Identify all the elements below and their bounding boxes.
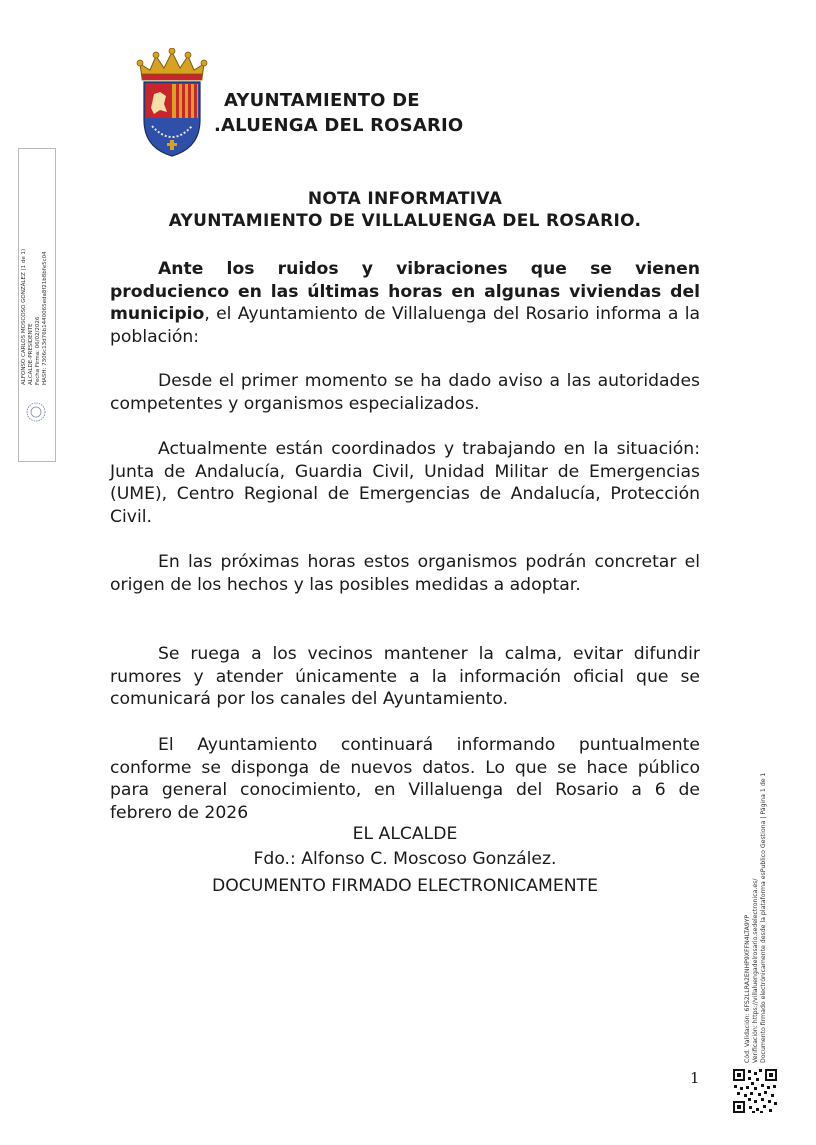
stamp-line-date: Fecha Firma: 06/02/2026 bbox=[35, 316, 41, 385]
title-line2: AYUNTAMIENTO DE VILLALUENGA DEL ROSARIO. bbox=[168, 211, 642, 231]
signature-role: EL ALCALDE bbox=[352, 824, 458, 844]
seal-icon bbox=[25, 401, 47, 423]
paragraph-closing bbox=[110, 734, 700, 824]
paragraph-closing-text: El Ayuntamiento continuará informando puntualmente conforme se disponga de nuevos datos. Lo que se hace público para general conocimiento, en Villaluenga del Rosario a 6 de febrero de 2026 bbox=[110, 735, 700, 823]
coat-of-arms-logo bbox=[136, 48, 208, 160]
header-org-name bbox=[214, 88, 463, 138]
validation-stamp-text bbox=[744, 718, 768, 1063]
validation-stamp bbox=[744, 718, 784, 1063]
validation-note: Documento firmado electrónicamente desde la plataforma esPublico Gestiona | Página 1 de 1 bbox=[760, 772, 767, 1063]
signature-stamp-text bbox=[21, 153, 51, 385]
signature-name: Fdo.: Alfonso C. Moscoso González. bbox=[253, 849, 557, 869]
title-line1: NOTA INFORMATIVA bbox=[307, 189, 503, 209]
qr-code-icon[interactable] bbox=[732, 1068, 778, 1114]
stamp-line-signer: ALFONSO CARLOS MOSCOSO GONZÁLEZ (1 de 1) bbox=[21, 248, 27, 385]
stamp-line-role: ALCALDE-PRESIDENTE bbox=[28, 323, 34, 385]
paragraph-coordination-text: Actualmente están coordinados y trabajando en la situación: Junta de Andalucía, Guardia Civil, Unidad Militar de Emergencias (UME), Centro Regional de Emergencias de Andalucía, Protección Civil. bbox=[110, 439, 700, 527]
paragraph-intro-rest: , el Ayuntamiento de Villaluenga del Rosario informa a la población: bbox=[110, 304, 700, 347]
paragraph-intro bbox=[110, 258, 700, 348]
paragraph-request bbox=[110, 643, 700, 711]
paragraph-coordination bbox=[110, 438, 700, 528]
header-org-line2: .ALUENGA DEL ROSARIO bbox=[214, 115, 464, 136]
page-number: 1 bbox=[690, 1069, 700, 1087]
paragraph-request-text: Se ruega a los vecinos mantener la calma, evitar difundir rumores y atender únicamente a la información oficial que se comunicará por los canales del Ayuntamiento. bbox=[110, 644, 700, 709]
signature-note: DOCUMENTO FIRMADO ELECTRONICAMENTE bbox=[212, 876, 598, 896]
header-org-line1: AYUNTAMIENTO DE bbox=[224, 90, 420, 111]
validation-url: Verificación: https://villaluengadelrosario.sedelectronica.es/ bbox=[752, 878, 759, 1063]
paragraph-authorities bbox=[110, 370, 700, 415]
paragraph-intro-bold: Ante los ruidos y vibraciones que se vienen producienco en las últimas horas en algunas viviendas del municipio bbox=[110, 259, 700, 324]
document-title bbox=[110, 188, 700, 232]
validation-code: Cód. Validación: 6FS2LLRA2ENHP9XFFN4LTA9YP bbox=[744, 914, 751, 1063]
signature-stamp bbox=[18, 148, 56, 462]
paragraph-authorities-text: Desde el primer momento se ha dado aviso a las autoridades competentes y organismos especializados. bbox=[110, 371, 700, 414]
paragraph-next-hours-text: En las próximas horas estos organismos podrán concretar el origen de los hechos y las posibles medidas a adoptar. bbox=[110, 552, 700, 595]
stamp-line-hash: HASH: 7306c13d76b1440065eda8f21b8bfe5c04 bbox=[42, 251, 48, 385]
paragraph-next-hours bbox=[110, 551, 700, 596]
